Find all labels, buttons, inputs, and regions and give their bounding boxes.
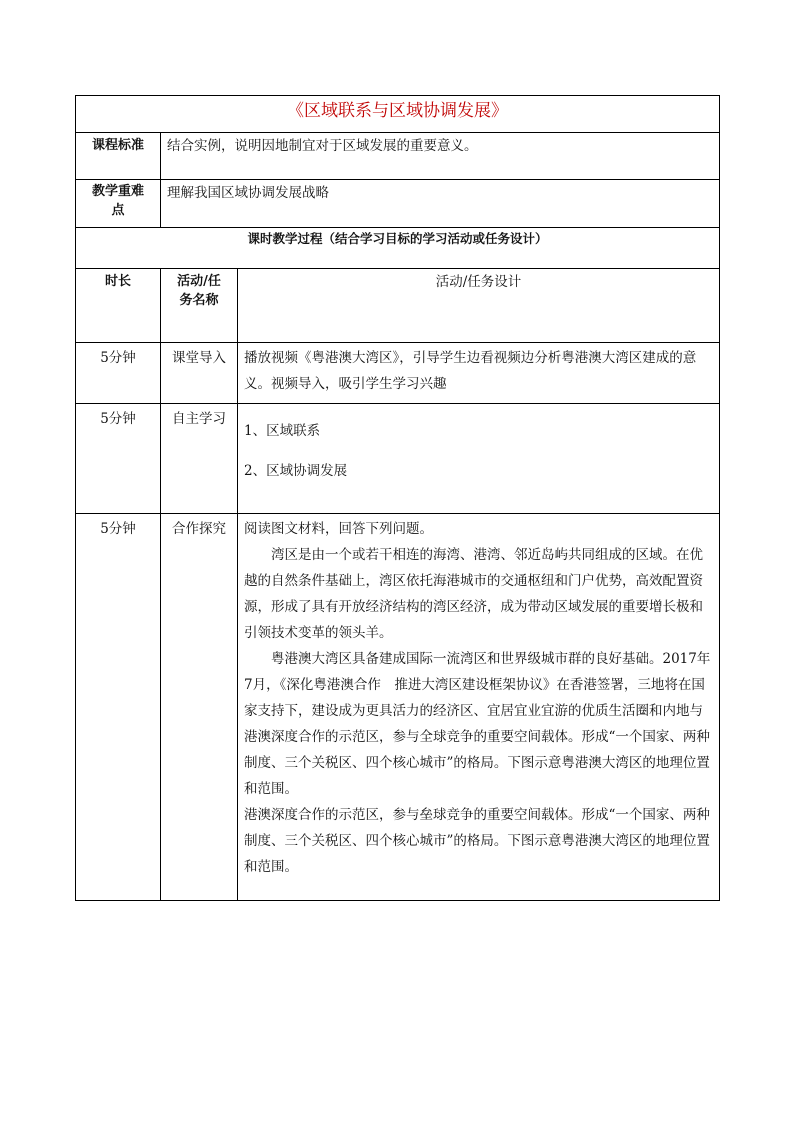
list-item: 2、区域协调发展 [244,463,348,479]
key-point-label [76,180,161,228]
row-design [238,404,720,514]
lesson-plan [75,95,719,901]
activity-header-line2: 务名称 [179,293,219,308]
row-activity-name: 合作探究 [161,514,238,901]
standard-text: 结合实例，说明因地制宜对于区域发展的重要意义。 [161,133,720,180]
standard-row [76,133,720,180]
key-point-text: 理解我国区域协调发展战略 [161,180,720,228]
material-paragraph: 湾区是由一个或若干相连的海湾、港湾、邻近岛屿共同组成的区域。在优越的自然条件基础上，湾区依托海港城市的交通枢纽和门户优势，高效配置资源，形成了具有开放经济结构的湾区经济，成为带动区域发展的重要增长极和引领技术变革的领头羊。 [244,547,703,641]
table-row [76,514,720,901]
key-point-row [76,180,720,228]
table-row [76,404,720,514]
column-header-row [76,269,720,343]
row-duration: 5分钟 [76,343,161,404]
process-heading: 课时教学过程（结合学习目标的学习活动或任务设计） [76,228,720,269]
table-row [76,343,720,404]
design-header: 活动/任务设计 [238,269,720,343]
key-point-label-line2: 点 [111,203,125,218]
process-heading-row [76,228,720,269]
key-point-label-line1: 教学重难 [91,184,144,199]
document-title: 《区域联系与区域协调发展》 [76,96,720,133]
activity-header-line1: 活动/任 [177,274,221,289]
title-row [76,96,720,133]
material-paragraph: 港澳深度合作的示范区，参与垒球竞争的重要空间载体。形成“一个国家、两种制度、三个关税区、四个核心城市”的格局。下图示意粤港澳大湾区的地理位置和范围。 [244,807,710,875]
row-design [238,514,720,901]
row-activity-name: 自主学习 [161,404,238,514]
row-duration: 5分钟 [76,404,161,514]
standard-label: 课程标准 [76,133,161,180]
material-paragraph: 粤港澳大湾区具备建成国际一流湾区和世界级城市群的良好基础。2017年7月，《深化粤港澳合作 推进大湾区建设框架协议》在香港签署，三地将在国家支持下，建设成为更具活力的经济区、宜居宜业宜游的优质生活圈和内地与港澳深度合作的示范区，参与全球竞争的重要空间载体。形成“一个国家、两种制度、三个关税区、四个核心城市”的格局。下图示意粤港澳大湾区的地理位置和范围。 [244,651,711,797]
lesson-plan-table [75,95,720,901]
row-activity-name: 课堂导入 [161,343,238,404]
row-design: 播放视频《粤港澳大湾区》，引导学生边看视频边分析粤港澳大湾区建成的意义。视频导入，吸引学生学习兴趣 [238,343,720,404]
activity-name-header [161,269,238,343]
row-duration: 5分钟 [76,514,161,901]
material-intro: 阅读图文材料，回答下列问题。 [244,521,433,537]
list-item: 1、区域联系 [244,423,321,439]
duration-header: 时长 [76,269,161,343]
